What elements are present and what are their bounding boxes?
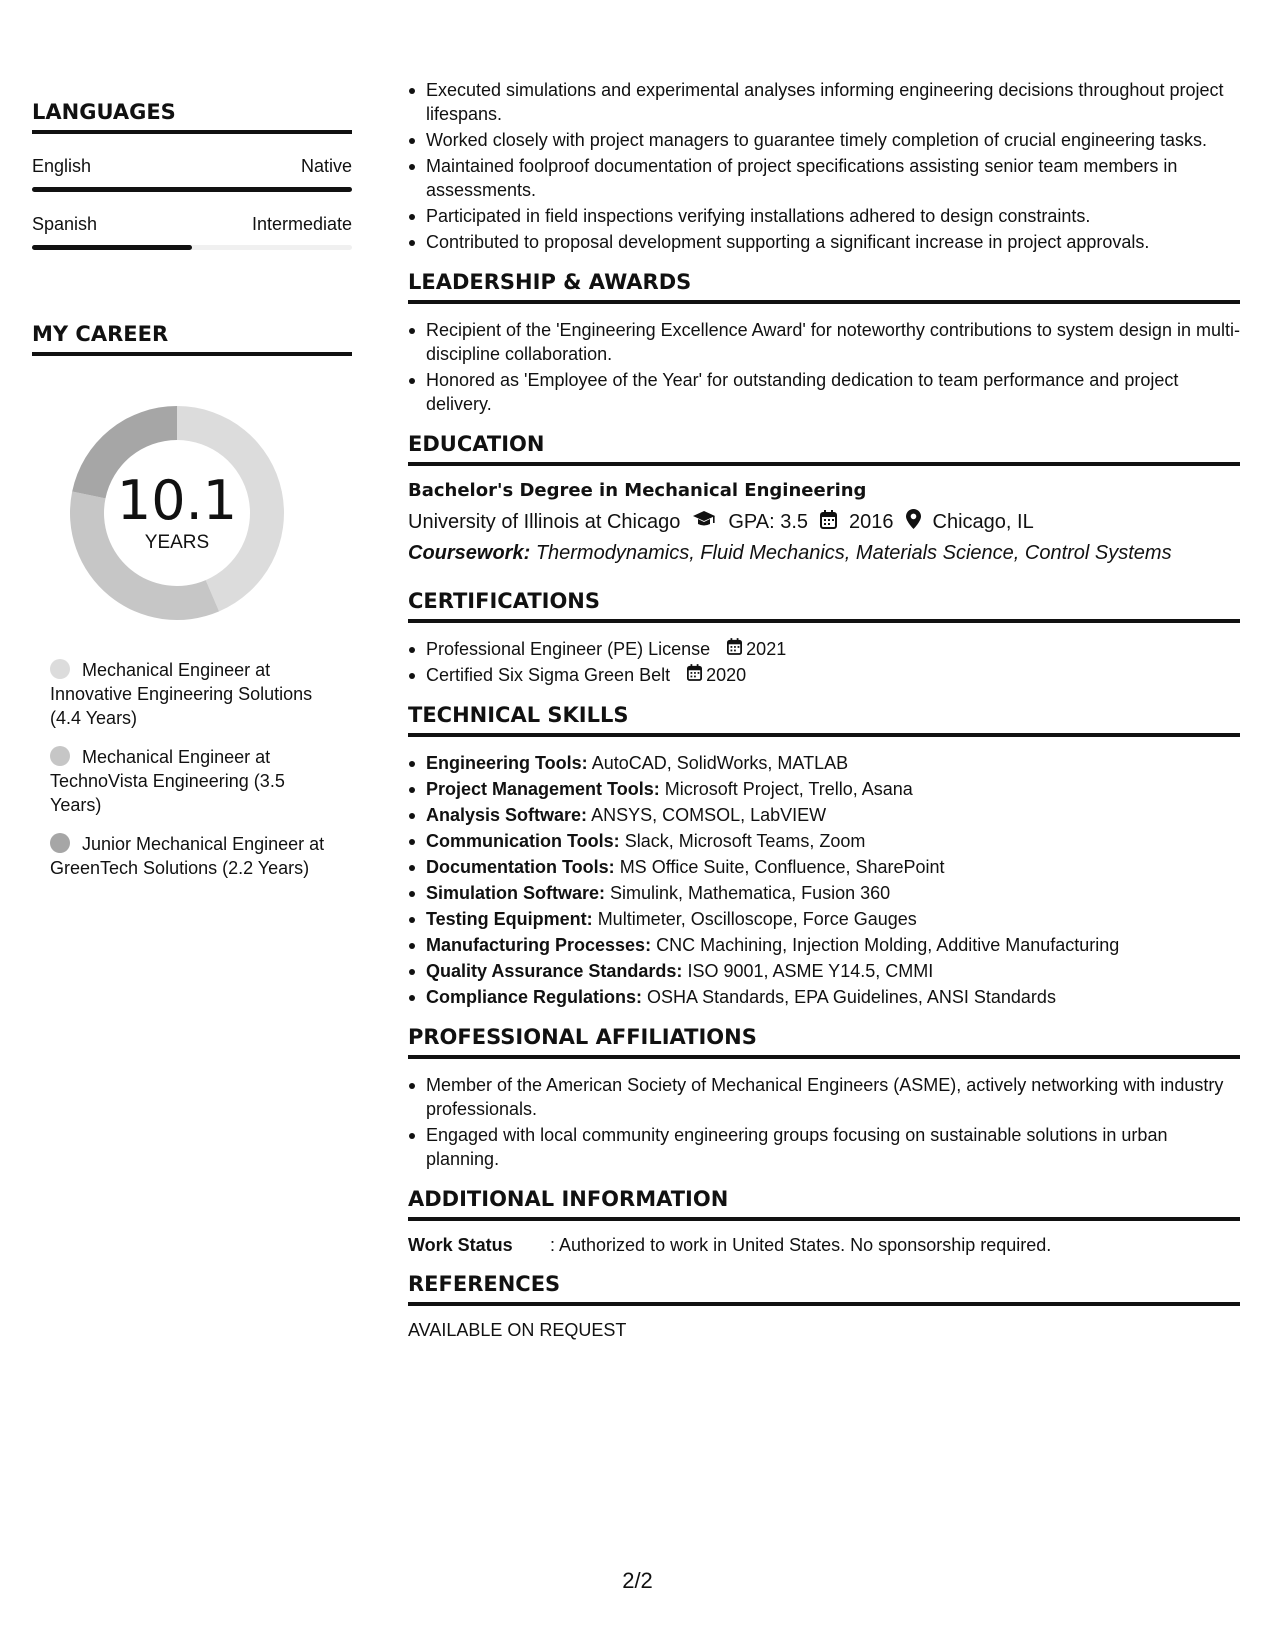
skill-label: Testing Equipment: xyxy=(426,909,593,929)
language-bar xyxy=(32,245,352,250)
language-item xyxy=(32,214,352,250)
legend-dot xyxy=(50,659,70,679)
graduation-cap-icon xyxy=(692,510,716,534)
affiliation-item: Engaged with local community engineering groups focusing on sustainable solutions in urban planning. xyxy=(426,1123,1240,1171)
career-unit: YEARS xyxy=(144,532,210,553)
additional-title: ADDITIONAL INFORMATION xyxy=(408,1187,1240,1221)
education-meta xyxy=(408,509,1240,535)
skill-label: Project Management Tools: xyxy=(426,779,660,799)
language-bar xyxy=(32,187,352,192)
legend-dot xyxy=(50,746,70,766)
certification-item xyxy=(426,637,1240,661)
skill-label: Compliance Regulations: xyxy=(426,987,643,1007)
skill-value: ISO 9001, ASME Y14.5, CMMI xyxy=(687,961,934,981)
references-section xyxy=(408,1272,1240,1341)
skill-item xyxy=(426,855,1240,879)
skill-value: MS Office Suite, Confluence, SharePoint xyxy=(619,857,945,877)
coursework-label: Coursework: xyxy=(408,542,531,564)
language-name: Spanish xyxy=(32,214,98,234)
career-total: 10.1 xyxy=(116,469,238,532)
school-location: Chicago, IL xyxy=(932,510,1034,533)
calendar-icon xyxy=(727,637,742,661)
career-item xyxy=(50,832,340,880)
gpa: GPA: 3.5 xyxy=(728,510,809,533)
language-bar-fill xyxy=(32,187,352,192)
skill-value: Microsoft Project, Trello, Asana xyxy=(664,779,913,799)
skill-label: Documentation Tools: xyxy=(426,857,615,877)
leadership-section xyxy=(408,270,1240,416)
education-section xyxy=(408,432,1240,565)
skill-item xyxy=(426,881,1240,905)
skill-item xyxy=(426,803,1240,827)
skills-section xyxy=(408,703,1240,1009)
language-level: Native xyxy=(300,156,352,176)
certification-item xyxy=(426,663,1240,687)
coursework-list: Thermodynamics, Fluid Mechanics, Materials Science, Control Systems xyxy=(535,542,1172,564)
language-bar-fill xyxy=(32,245,192,250)
calendar-icon xyxy=(820,510,837,535)
skill-value: AutoCAD, SolidWorks, MATLAB xyxy=(591,753,849,773)
affiliations-section xyxy=(408,1025,1240,1171)
skill-label: Manufacturing Processes: xyxy=(426,935,652,955)
career-item-label: Junior Mechanical Engineer at GreenTech Solutions (2.2 Years) xyxy=(50,834,325,878)
references-text: AVAILABLE ON REQUEST xyxy=(408,1320,627,1340)
career-item-label: Mechanical Engineer at TechnoVista Engineering (3.5 Years) xyxy=(50,747,285,815)
references-title: REFERENCES xyxy=(408,1272,1240,1306)
certification-name: Professional Engineer (PE) License xyxy=(426,639,711,659)
experience-bullets xyxy=(408,78,1240,254)
skill-value: ANSYS, COMSOL, LabVIEW xyxy=(591,805,827,825)
career-list xyxy=(50,658,340,880)
experience-bullet: Maintained foolproof documentation of project specifications assisting senior team members in assessments. xyxy=(426,154,1240,202)
graduation-year: 2016 xyxy=(849,510,894,533)
language-item xyxy=(32,156,352,192)
career-item xyxy=(50,658,340,730)
skill-item xyxy=(426,829,1240,853)
certification-year: 2020 xyxy=(706,665,747,685)
experience-bullet: Worked closely with project managers to guarantee timely completion of crucial engineering tasks. xyxy=(426,128,1240,152)
skill-value: Simulink, Mathematica, Fusion 360 xyxy=(610,883,891,903)
career-title: MY CAREER xyxy=(32,322,352,356)
affiliation-item: Member of the American Society of Mechanical Engineers (ASME), actively networking with industry professionals. xyxy=(426,1073,1240,1121)
leadership-title: LEADERSHIP & AWARDS xyxy=(408,270,1240,304)
skill-label: Quality Assurance Standards: xyxy=(426,961,683,981)
certifications-section xyxy=(408,589,1240,687)
language-level: Intermediate xyxy=(251,214,352,234)
right-column xyxy=(408,78,1240,1341)
certification-year: 2021 xyxy=(746,639,787,659)
degree-title: Bachelor's Degree in Mechanical Engineering xyxy=(408,480,867,501)
skill-value: Multimeter, Oscilloscope, Force Gauges xyxy=(597,909,917,929)
work-status-label: Work Status xyxy=(408,1235,513,1255)
skill-value: CNC Machining, Injection Molding, Additive Manufacturing xyxy=(656,935,1120,955)
experience-bullet: Contributed to proposal development supporting a significant increase in project approvals. xyxy=(426,230,1240,254)
languages-title: LANGUAGES xyxy=(32,100,352,134)
additional-section xyxy=(408,1187,1240,1256)
experience-bullet: Participated in field inspections verifying installations adhered to design constraints. xyxy=(426,204,1240,228)
skill-item xyxy=(426,985,1240,1009)
certification-name: Certified Six Sigma Green Belt xyxy=(426,665,671,685)
career-item-label: Mechanical Engineer at Innovative Engineering Solutions (4.4 Years) xyxy=(50,660,313,728)
skill-value: OSHA Standards, EPA Guidelines, ANSI Standards xyxy=(647,987,1056,1007)
affiliations-title: PROFESSIONAL AFFILIATIONS xyxy=(408,1025,1240,1059)
experience-bullet: Executed simulations and experimental analyses informing engineering decisions throughout project lifespans. xyxy=(426,78,1240,126)
legend-dot xyxy=(50,833,70,853)
skill-label: Simulation Software: xyxy=(426,883,606,903)
leadership-item: Recipient of the 'Engineering Excellence Award' for noteworthy contributions to system design in multi-discipline collaboration. xyxy=(426,320,1240,364)
skill-label: Engineering Tools: xyxy=(426,753,588,773)
coursework xyxy=(408,542,1240,565)
skill-item xyxy=(426,959,1240,983)
career-donut xyxy=(62,398,292,628)
leadership-item: Honored as 'Employee of the Year' for outstanding dedication to team performance and project delivery. xyxy=(426,368,1240,416)
work-status-row xyxy=(408,1235,1240,1256)
skill-value: Slack, Microsoft Teams, Zoom xyxy=(624,831,866,851)
left-column xyxy=(32,100,352,895)
calendar-icon xyxy=(687,663,702,687)
work-status-value: : Authorized to work in United States. No sponsorship required. xyxy=(550,1235,1052,1255)
language-name: English xyxy=(32,156,92,176)
skill-item xyxy=(426,907,1240,931)
skill-label: Communication Tools: xyxy=(426,831,620,851)
skill-item xyxy=(426,777,1240,801)
school-name: University of Illinois at Chicago xyxy=(408,510,681,533)
skill-item xyxy=(426,751,1240,775)
skills-title: TECHNICAL SKILLS xyxy=(408,703,1240,737)
certifications-title: CERTIFICATIONS xyxy=(408,589,1240,623)
skill-label: Analysis Software: xyxy=(426,805,588,825)
page-number: 2/2 xyxy=(622,1568,653,1593)
skill-item xyxy=(426,933,1240,957)
location-pin-icon xyxy=(906,509,921,535)
education-title: EDUCATION xyxy=(408,432,1240,466)
career-item xyxy=(50,745,340,817)
